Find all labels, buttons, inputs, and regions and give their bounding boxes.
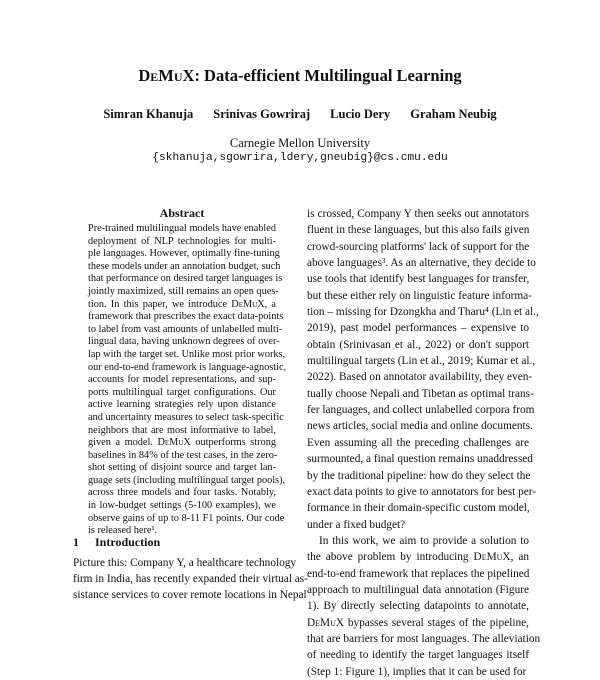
text-line: the above problem by introducing DeMuX, an — [307, 551, 529, 564]
text-line: these models under an annotation budget, such — [88, 260, 281, 272]
text-line: guage sets (including multilingual target pools), — [88, 474, 286, 486]
text-line: firm in India, has recently expanded their virtual as- — [73, 573, 308, 586]
author-name: Lucio Dery — [330, 107, 391, 121]
text-line: of needing to identify the target languages itself — [307, 649, 529, 662]
text-line: sistance services to cover remote locations in Nepal — [73, 589, 307, 602]
text-line: formance in their domain-specific custom model, — [307, 502, 530, 515]
author-emails: {skhanuja,sgowrira,ldery,gneubig}@cs.cmu.edu — [152, 152, 448, 164]
affiliation: Carnegie Mellon University — [229, 136, 371, 150]
text-line: under a fixed budget? — [307, 518, 406, 531]
author-list — [0, 107, 600, 122]
text-line: Picture this: Company Y, a healthcare technology — [73, 557, 297, 569]
text-line: to label from vast amounts of unlabelled multi- — [88, 323, 283, 335]
paper-title-name: DeMuX — [138, 66, 195, 85]
text-line: in low-budget settings (5-100 examples), we — [88, 500, 276, 512]
text-line: is crossed, Company Y then seeks out annotators — [307, 208, 529, 220]
text-line: approach to multilingual data annotation (Figure — [307, 583, 529, 596]
text-line: use tools that identify best languages for transfer, — [307, 273, 530, 286]
abstract-body — [88, 223, 287, 538]
text-line: by the traditional pipeline: how do they select the — [307, 469, 531, 482]
author-name: Simran Khanuja — [103, 107, 194, 121]
text-line: ports multilingual target configurations. Our — [88, 386, 276, 398]
text-line: above languages³. As an alternative, they decide to — [307, 257, 536, 270]
text-line: In this work, we aim to provide a solution to — [319, 534, 529, 547]
text-line: tion. In this paper, we introduce DeMuX, a — [88, 298, 277, 310]
text-line: fluent in these languages, but this also fails given — [307, 224, 530, 237]
section-heading-introduction — [73, 535, 160, 550]
text-line: obtain (Srinivasan et al., 2022) or don't support — [307, 338, 529, 351]
text-line: lingual data, having unknown degrees of over- — [88, 336, 280, 348]
text-line: 2019), past model performances – expensive to — [307, 322, 529, 335]
text-line: our end-to-end framework is language-agnostic, — [88, 361, 287, 373]
text-line: lap with the target set. Unlike most prior works, — [88, 348, 286, 360]
text-line: crowd-sourcing platforms' lack of support for the — [307, 240, 530, 253]
text-line: observe gains of up to 8-11 F1 points. Our code — [88, 512, 285, 524]
text-line: fer languages, and collect unlabelled corpora from — [307, 404, 535, 417]
paper-title-rest: : Data-efficient Multilingual Learning — [194, 66, 462, 85]
text-line: is released here¹. — [88, 525, 158, 537]
right-column-body — [307, 206, 541, 680]
section-title: Introduction — [95, 535, 161, 549]
text-line: framework that prescribes the exact data-points — [88, 311, 284, 323]
paper-title — [0, 66, 600, 86]
text-line: jointly maximized, still remains an open ques- — [88, 285, 279, 297]
text-line: news articles, social media and online documents. — [307, 420, 533, 433]
text-line: ple languages. However, optimally fine-tuning — [88, 248, 280, 260]
abstract-heading: Abstract — [159, 206, 205, 220]
author-name: Graham Neubig — [410, 107, 497, 121]
text-line: DeMuX bypasses several stages of the pipeline, — [307, 616, 529, 629]
text-line: given a model. DeMuX outperforms strong — [88, 437, 277, 449]
text-line: active learning strategies rely upon distance — [88, 399, 276, 411]
text-line: surmounted, a final question remains unaddressed — [307, 453, 533, 466]
section-number: 1 — [73, 535, 79, 549]
text-line: Even assuming all the preceding challenges are — [307, 436, 529, 449]
text-line: exact data points to give to annotators for best per- — [307, 485, 537, 498]
text-line: multilingual targets (Lin et al., 2019; Kumar et al., — [307, 355, 536, 368]
text-line: but these either rely on linguistic feature informa- — [307, 289, 532, 302]
text-line: and uncertainty measures to select task-specific — [88, 411, 284, 423]
text-line: 2022). Based on annotator availability, they even- — [307, 371, 533, 384]
text-line: end-to-end framework that replaces the pipelined — [307, 567, 530, 580]
text-line: 1). By directly selecting datapoints to annotate, — [307, 600, 529, 613]
text-line: baselines in 84% of the test cases, in the zero- — [88, 449, 278, 461]
author-name: Srinivas Gowriraj — [213, 107, 311, 121]
text-line: across three models and four tasks. Notably, — [88, 487, 276, 499]
text-line: that performance on desired target languages is — [88, 273, 283, 285]
text-line: deployment of NLP technologies for multi- — [88, 235, 276, 247]
text-line: Pre-trained multilingual models have enabled — [88, 223, 276, 234]
text-line: accounts for model representations, and sup- — [88, 374, 276, 386]
text-line: tion – missing for Dzongkha and Tharu⁴ (Lin et al., — [307, 306, 539, 319]
text-line: shot setting of disjoint source and target lan- — [88, 462, 276, 474]
text-line: neighbors that are most informative to label, — [88, 424, 276, 436]
text-line: tually choose Nepali and Tibetan as optimal trans- — [307, 387, 534, 400]
text-line: (Step 1: Figure 1), implies that it can be used for — [307, 665, 527, 678]
text-line: that are barriers for most languages. The alleviation — [307, 632, 541, 645]
introduction-body — [73, 555, 308, 604]
